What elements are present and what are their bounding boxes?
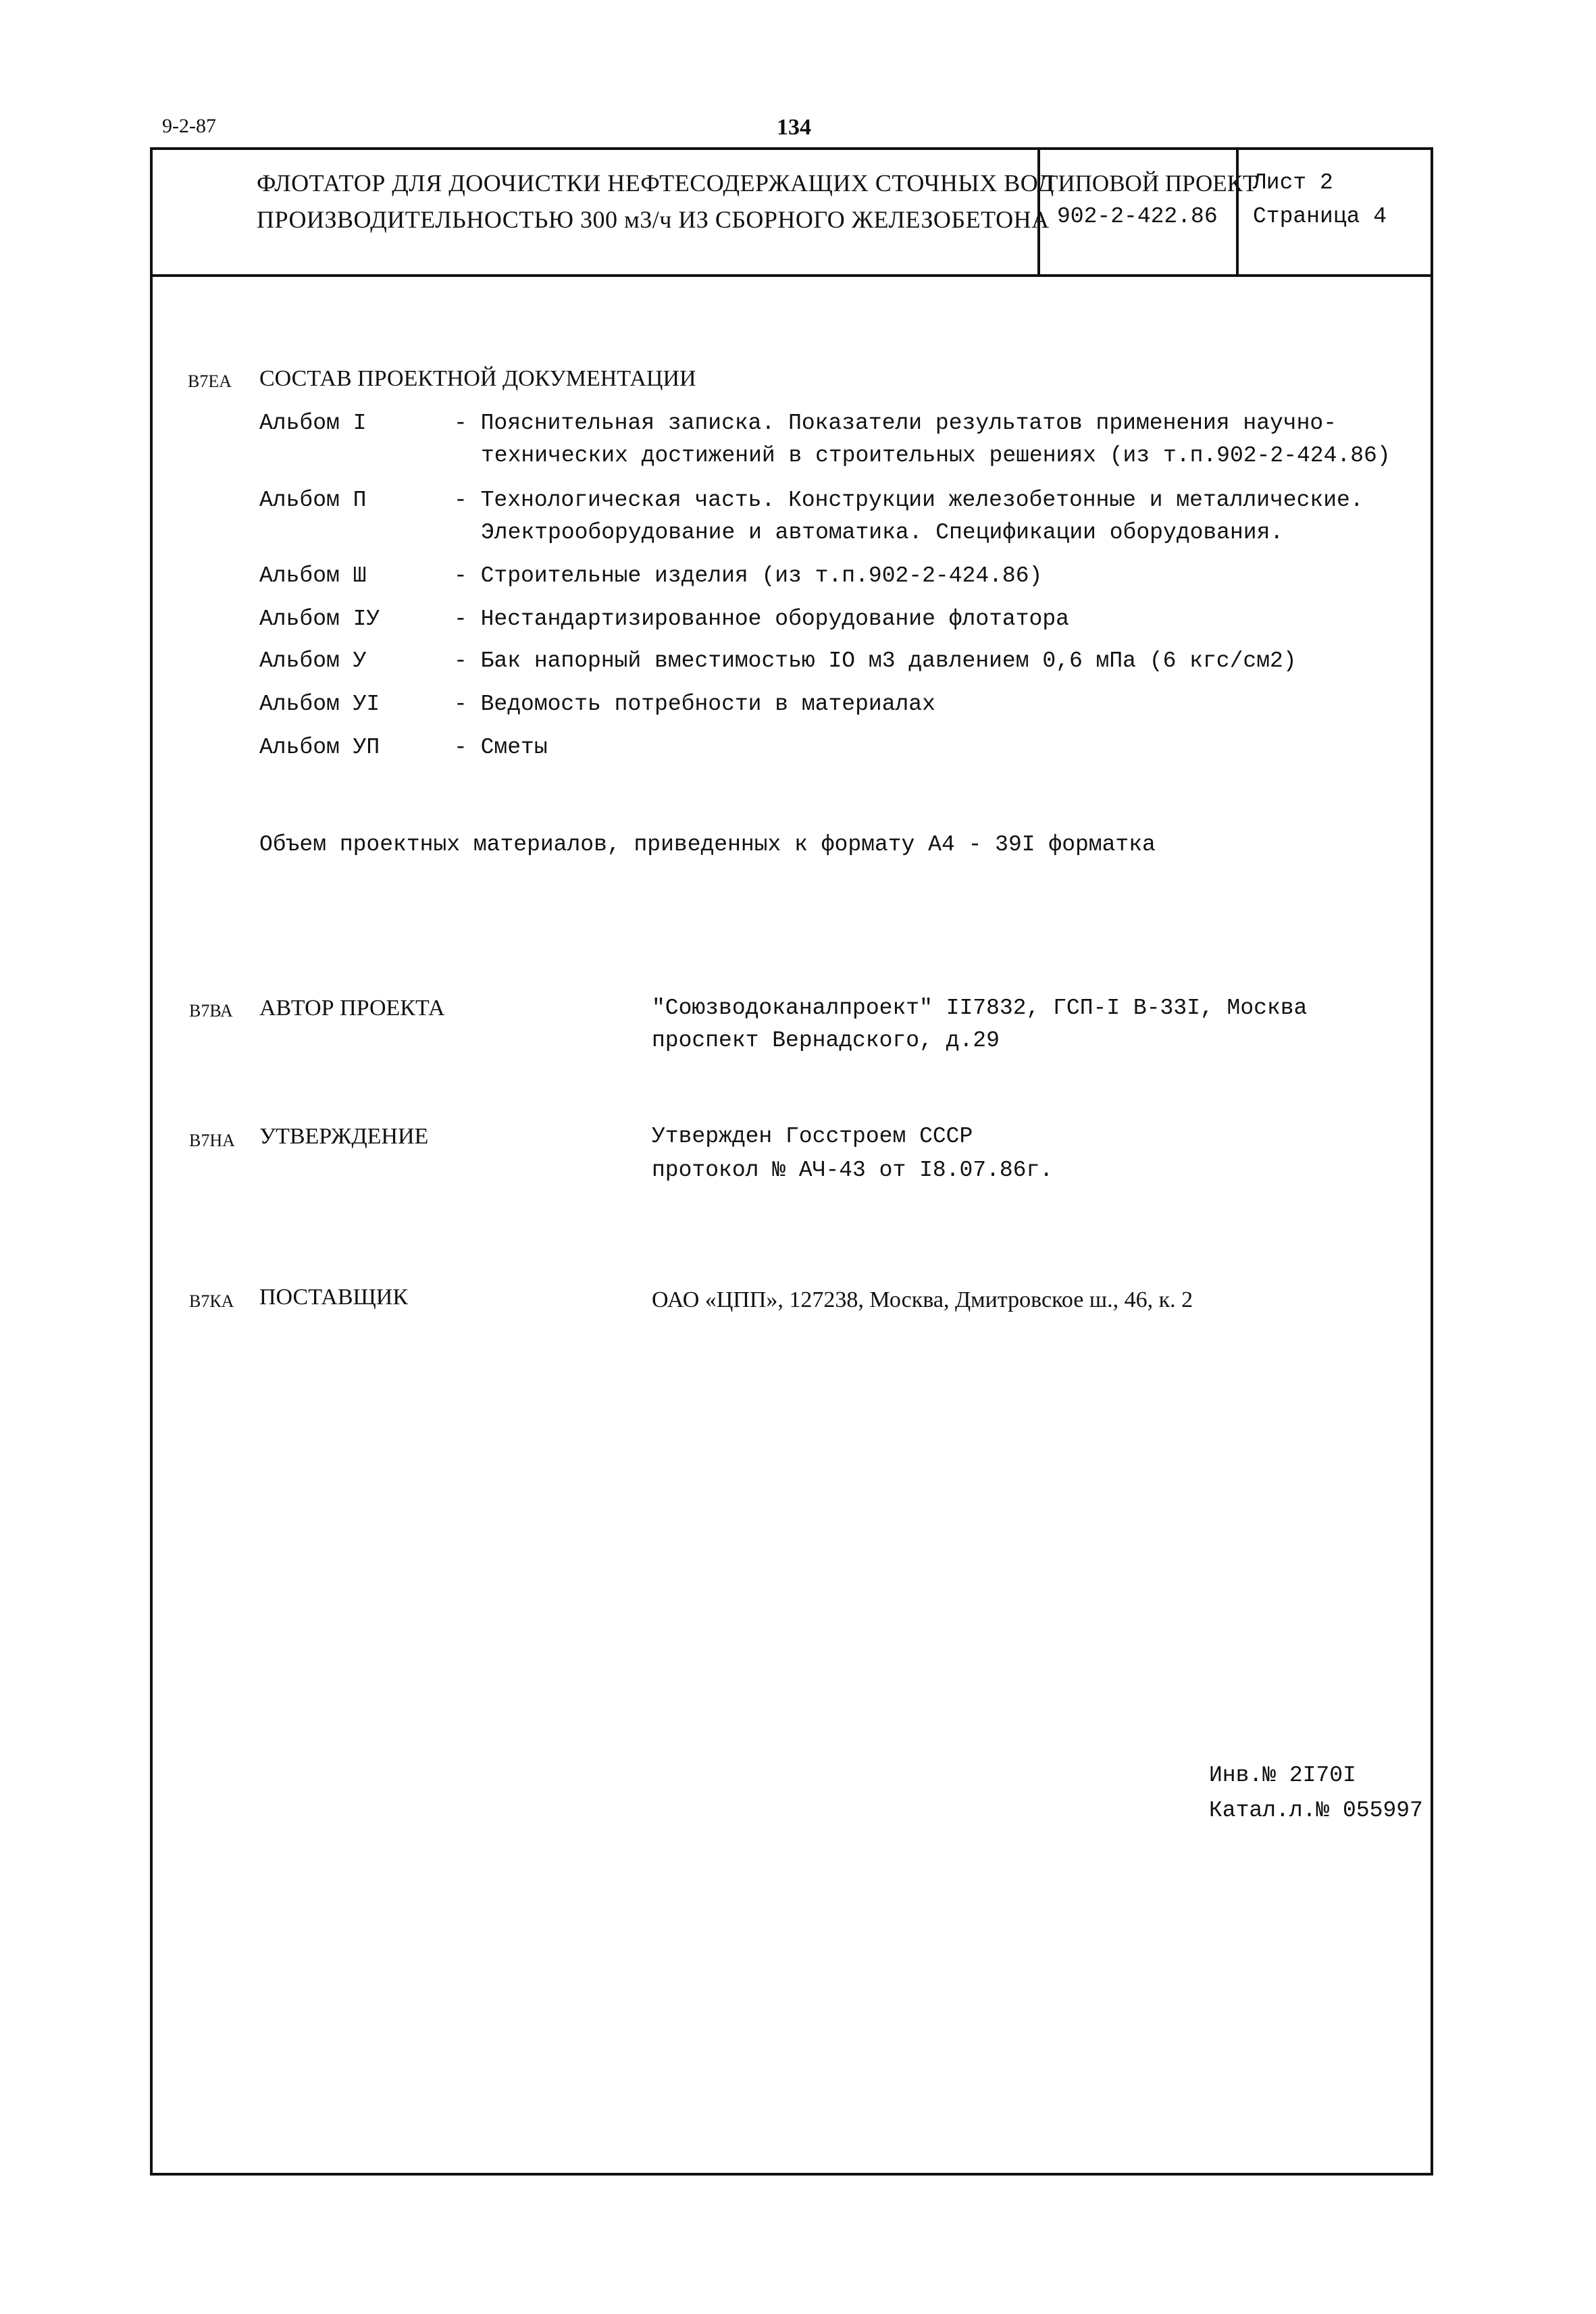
document-code: 9-2-87 [162, 115, 216, 137]
album-name: Альбом УП [259, 735, 380, 760]
author-address: проспект Вернадского, д.29 [652, 1028, 1000, 1053]
catalog-number: Катал.л.№ 055997 [1209, 1798, 1423, 1823]
album-name: Альбом У [259, 648, 367, 673]
supplier-address: ОАО «ЦПП», 127238, Москва, Дмитровское ш., 46, к. 2 [652, 1287, 1193, 1312]
section-code: В7КА [189, 1291, 234, 1311]
section-code: В7ЕА [188, 371, 232, 391]
approval-text: Утвержден Госстроем СССР [652, 1124, 973, 1149]
page-label: Страница 4 [1253, 204, 1387, 229]
album-description: технических достижений в строительных решениях (из т.п.902-2-424.86) [481, 443, 1391, 468]
project-label: ТИПОВОЙ ПРОЕКТ [1044, 170, 1258, 197]
sheet-number: Лист 2 [1253, 170, 1333, 195]
section-heading: УТВЕРЖДЕНИЕ [259, 1124, 429, 1149]
album-description: - Нестандартизированное оборудование флотатора [454, 607, 1069, 632]
album-description: - Пояснительная записка. Показатели результатов применения научно- [454, 411, 1337, 436]
album-description: - Технологическая часть. Конструкции железобетонные и металлические. [454, 488, 1364, 513]
document-title-line-1: ФЛОТАТОР ДЛЯ ДООЧИСТКИ НЕФТЕСОДЕРЖАЩИХ СТОЧНЫХ ВОД [257, 170, 1054, 197]
album-description: - Сметы [454, 735, 548, 760]
section-heading: АВТОР ПРОЕКТА [259, 996, 445, 1021]
page-number: 134 [777, 115, 811, 140]
section-heading: СОСТАВ ПРОЕКТНОЙ ДОКУМЕНТАЦИИ [259, 366, 696, 391]
album-name: Альбом УI [259, 692, 380, 717]
album-description: - Ведомость потребности в материалах [454, 692, 935, 717]
project-number: 902-2-422.86 [1057, 204, 1218, 229]
document-title-line-2: ПРОИЗВОДИТЕЛЬНОСТЬЮ 300 м3/ч ИЗ СБОРНОГО ЖЕЛЕЗОБЕТОНА [257, 206, 1050, 233]
album-name: Альбом Ш [259, 563, 367, 588]
author-address: "Союзводоканалпроект" II7832, ГСП-I В-33I, Москва [652, 996, 1308, 1021]
album-name: Альбом IУ [259, 607, 380, 632]
section-code: В7ВА [189, 1001, 233, 1021]
album-description: Электрооборудование и автоматика. Спецификации оборудования. [481, 520, 1284, 545]
inventory-number: Инв.№ 2I70I [1209, 1763, 1356, 1788]
title-block-divider [1236, 147, 1239, 277]
section-code: В7НА [189, 1131, 235, 1150]
album-name: Альбом I [259, 411, 367, 436]
album-name: Альбом П [259, 488, 367, 513]
section-heading: ПОСТАВЩИК [259, 1285, 409, 1310]
album-description: - Строительные изделия (из т.п.902-2-424.86) [454, 563, 1043, 588]
volume-note: Объем проектных материалов, приведенных к формату А4 - 39I форматка [259, 832, 1156, 857]
approval-text: протокол № АЧ-43 от I8.07.86г. [652, 1158, 1054, 1183]
album-description: - Бак напорный вместимостью IO м3 давлением 0,6 мПа (6 кгс/см2) [454, 648, 1297, 673]
